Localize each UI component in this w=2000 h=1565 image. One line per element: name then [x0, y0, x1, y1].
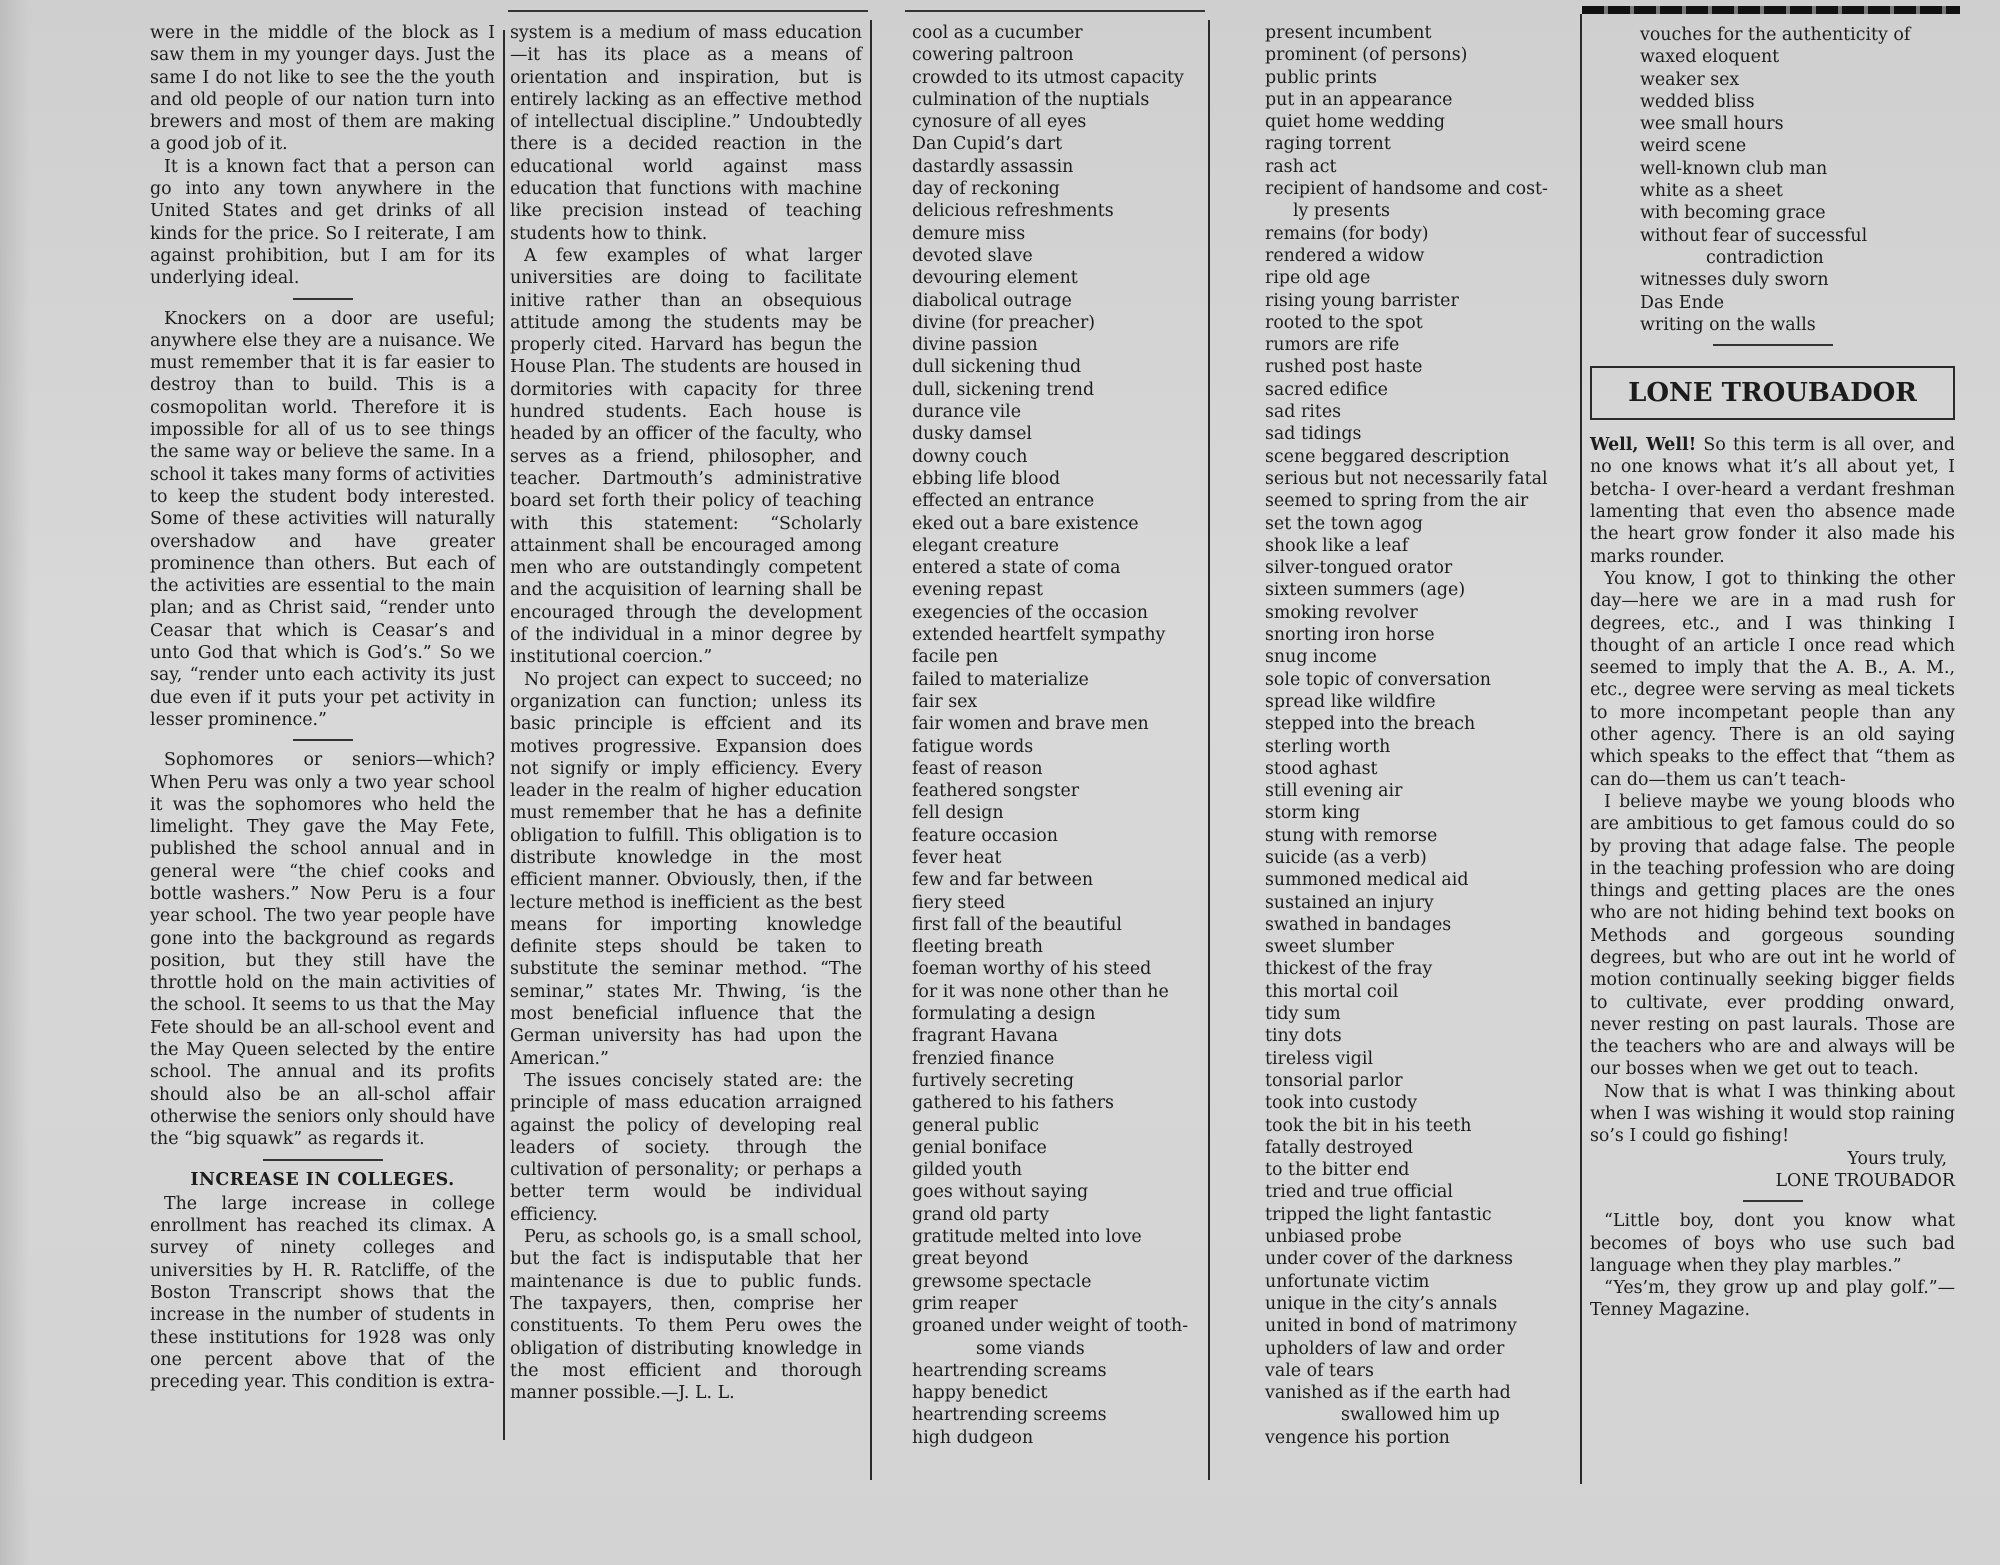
- list-item: vouches for the authenticity of: [1640, 25, 1911, 45]
- list-item: fell design: [912, 803, 1004, 824]
- section-divider: [293, 298, 353, 300]
- column-title-box: LONE TROUBADOR: [1590, 366, 1955, 420]
- list-item: great beyond: [912, 1249, 1029, 1270]
- list-item: unfortunate victim: [1265, 1271, 1430, 1292]
- list-item: first fall of the beautiful: [912, 914, 1122, 935]
- list-item: weird scene: [1640, 136, 1747, 157]
- list-item: feature occasion: [912, 825, 1058, 846]
- list-item: downy couch: [912, 446, 1028, 467]
- list-item: sole topic of conversation: [1265, 669, 1491, 690]
- list-item: gratitude melted into love: [912, 1227, 1142, 1248]
- list-item: silver-tongued orator: [1265, 558, 1453, 579]
- list-item: crowded to its utmost capacity: [912, 67, 1184, 88]
- column-rule: [503, 30, 505, 1440]
- list-item: to the bitter end: [1265, 1160, 1410, 1181]
- list-item: summoned medical aid: [1265, 870, 1469, 891]
- list-item: sustained an injury: [1265, 892, 1434, 913]
- list-item: devouring element: [912, 268, 1078, 289]
- signature: LONE TROUBADOR: [1775, 1170, 1955, 1191]
- list-item: tonsorial parlor: [1265, 1070, 1403, 1091]
- list-item: exegencies of the occasion: [912, 602, 1148, 623]
- list-item: under cover of the darkness: [1265, 1249, 1513, 1270]
- list-item: gathered to his fathers: [912, 1093, 1114, 1114]
- list-item: unique in the city’s annals: [1265, 1293, 1498, 1314]
- list-item: goes without saying: [912, 1182, 1089, 1203]
- list-item: divine passion: [912, 335, 1038, 356]
- article-paragraph: It is a known fact that a person can go into any town anywhere in the United States and get drinks of all kinds for the price. So I reiterate, I am against prohibition, but I am for its underlying ideal.: [150, 156, 495, 289]
- list-item: waxed eloquent: [1640, 47, 1780, 68]
- list-item: culmination of the nuptials: [912, 89, 1150, 110]
- article-paragraph: [1590, 434, 1955, 568]
- list-item: prominent (of persons): [1265, 45, 1468, 66]
- list-item: swallowed him up: [1341, 1405, 1500, 1426]
- list-item: united in bond of matrimony: [1265, 1316, 1517, 1337]
- list-item: shook like a leaf: [1265, 535, 1409, 556]
- joke-paragraph: “Yes’m, they grow up and play golf.”—Tenney Magazine.: [1590, 1278, 1955, 1321]
- list-item: rooted to the spot: [1265, 312, 1423, 333]
- list-item: upholders of law and order: [1265, 1338, 1505, 1359]
- column-1: [150, 22, 495, 1565]
- list-item: without fear of successful: [1640, 225, 1868, 246]
- list-item: suicide (as a verb): [1265, 847, 1427, 868]
- list-item: tireless vigil: [1265, 1048, 1374, 1069]
- article-paragraph: were in the middle of the block as I saw them in my younger days. Just the same I do not like to see the the youth and old people of our nation turn into brewers and most of them are making a good job of it.: [150, 23, 495, 155]
- list-item: took into custody: [1265, 1093, 1418, 1114]
- list-item: present incumbent: [1265, 23, 1432, 43]
- list-item: Dan Cupid’s dart: [912, 134, 1063, 155]
- list-item: happy benedict: [912, 1383, 1048, 1404]
- list-item: rash act: [1265, 156, 1337, 177]
- list-item: foeman worthy of his steed: [912, 959, 1152, 980]
- list-item: snug income: [1265, 647, 1377, 668]
- list-item: raging torrent: [1265, 134, 1391, 155]
- list-item: storm king: [1265, 803, 1361, 824]
- list-item: furtively secreting: [912, 1070, 1074, 1091]
- list-item: public prints: [1265, 67, 1377, 88]
- joke-paragraph: “Little boy, dont you know what becomes of boys who use such bad language when they play marbles.”: [1590, 1211, 1955, 1276]
- article-paragraph: system is a medium of mass education —it has its place as a means of orientation and inspiration, but is entirely lacking as an effective method of intellectual discipline.” Undoubtedly there is a decided reaction in the educational world against mass education that functions with machine like precision instead of teaching students how to think.: [510, 23, 862, 244]
- section-divider: [1743, 1200, 1803, 1202]
- list-item: elegant creature: [912, 535, 1059, 556]
- list-item: extended heartfelt sympathy: [912, 625, 1166, 646]
- list-item: sweet slumber: [1265, 937, 1394, 958]
- list-item: ebbing life blood: [912, 468, 1061, 489]
- list-item: quiet home wedding: [1265, 112, 1446, 133]
- list-item: witnesses duly sworn: [1640, 270, 1829, 291]
- column-3: [912, 22, 1212, 1565]
- list-item: formulating a design: [912, 1004, 1096, 1025]
- section-divider: [263, 1159, 383, 1161]
- list-item: facile pen: [912, 647, 999, 668]
- top-rule-column3: [905, 10, 1205, 12]
- list-item: set the town agog: [1265, 513, 1423, 534]
- article-paragraph: A few examples of what larger universities are doing to facilitate initive rather than an obsequious attitude among the students may be properly cited. Harvard has begun the House Plan. The students are housed in dormitories with capacity for three hundred students. Each house is headed by an officer of the faculty, who serves as a friend, philosopher, and teacher. Dartmouth’s administrative board set forth their policy of teaching with this statement: “Scholarly attainment shall be encouraged among men who are outstandingly competent and the acquisition of learning shall be encouraged through the development of the individual in a minor degree by institutional coercion.”: [510, 245, 862, 668]
- article-paragraph: I believe maybe we young bloods who are ambitious to get famous could do so by proving that adage false. The people in the teaching profession who are doing things and getting places are the ones who are not hiding behind text books on Methods and gorgeous sounding degrees, but who are out int he world of motion continually seeking bigger fields to cultivate, ever prodding onward, never resting on past laurals. Those are the teachers who are and always will be our bosses when we get out to teach.: [1590, 791, 1955, 1080]
- list-item: scene beggared description: [1265, 446, 1510, 467]
- list-item: durance vile: [912, 402, 1022, 423]
- list-item: grim reaper: [912, 1293, 1018, 1314]
- article-paragraph: Knockers on a door are useful; anywhere else they are a nuisance. We must remember that it is far easier to destroy than to build. This is a cosmopolitan world. Therefore it is impossible for all of us to see things the same way or believe the same. In a school it takes many forms of activities to keep the student body interested. Some of these activities will naturally overshadow and have greater prominence than others. But each of the activities are essential to the main plan; and as Christ said, “render unto Ceasar that which is Ceasar’s and unto God that which is God’s.” So we say, “render unto each activity its just due even if it puts your pet activity in lesser prominence.”: [150, 308, 495, 730]
- list-item: feathered songster: [912, 781, 1080, 802]
- list-item: cowering paltroon: [912, 45, 1074, 66]
- article-paragraph: The issues concisely stated are: the principle of mass education arraigned against the policy of developing real leaders of society. through the cultivation of personality; or perhaps a better term would be individual efficiency.: [510, 1070, 862, 1225]
- list-item: high dudgeon: [912, 1427, 1034, 1448]
- list-item: entered a state of coma: [912, 558, 1121, 579]
- list-item: delicious refreshments: [912, 201, 1114, 222]
- section-divider: [293, 739, 353, 741]
- list-item: fatally destroyed: [1265, 1137, 1414, 1158]
- list-item: dull sickening thud: [912, 357, 1082, 378]
- list-item: fragrant Havana: [912, 1026, 1058, 1047]
- page-edge-shadow: [0, 0, 30, 1565]
- list-item: with becoming grace: [1640, 203, 1826, 224]
- list-item: stood aghast: [1265, 758, 1378, 779]
- list-item: failed to materialize: [912, 669, 1089, 690]
- article-paragraph: Sophomores or seniors—which? When Peru was only a two year school it was the sophomores who held the limelight. They gave the May Fete, published the school annual and in general were “the chief cooks and bottle washers.” Now Peru is a four year school. The two year people have gone into the background as regards position, but they still have the throttle hold on the main activities of the school. It seems to us that the May Fete should be an all-school event and the May Queen selected by the entire school. The annual and its profits should also be an all-schol affair otherwise the seniors only should have the “big squawk” as regards it.: [150, 750, 495, 1150]
- list-item: fair sex: [912, 691, 978, 712]
- closing: Yours truly,: [1847, 1148, 1947, 1169]
- list-item: grewsome spectacle: [912, 1271, 1092, 1292]
- list-item: fatigue words: [912, 736, 1034, 757]
- list-item: diabolical outrage: [912, 290, 1072, 311]
- list-item: wee small hours: [1640, 114, 1784, 135]
- list-item: stung with remorse: [1265, 825, 1438, 846]
- list-item: cool as a cucumber: [912, 23, 1083, 43]
- list-item: gilded youth: [912, 1160, 1023, 1181]
- list-item: vanished as if the earth had: [1265, 1383, 1511, 1404]
- list-item: rising young barrister: [1265, 290, 1459, 311]
- list-item: grand old party: [912, 1204, 1049, 1225]
- list-item: demure miss: [912, 223, 1026, 244]
- list-item: tried and true official: [1265, 1182, 1453, 1203]
- article-paragraph: The large increase in college enrollment has reached its climax. A survey of ninety colleges and universities by H. R. Ratcliffe, of the Boston Transcript shows that the increase in the number of students in these institutions for 1928 was only one percent above that of the preceding year. This condition is extra-: [150, 1193, 495, 1393]
- list-item: contradiction: [1706, 247, 1824, 268]
- column-rule: [870, 20, 872, 1480]
- list-item: heartrending screams: [912, 1360, 1107, 1381]
- list-item: took the bit in his teeth: [1265, 1115, 1472, 1136]
- list-item: general public: [912, 1115, 1040, 1136]
- column-5: [1590, 24, 1955, 1565]
- list-item: still evening air: [1265, 781, 1403, 802]
- column-2: [510, 22, 862, 1565]
- list-item: ripe old age: [1265, 268, 1371, 289]
- list-item: dull, sickening trend: [912, 379, 1095, 400]
- list-item: sterling worth: [1265, 736, 1391, 757]
- list-item: tripped the light fantastic: [1265, 1204, 1492, 1225]
- list-item: genial boniface: [912, 1137, 1047, 1158]
- list-item: stepped into the breach: [1265, 714, 1476, 735]
- list-item: sacred edifice: [1265, 379, 1388, 400]
- list-item: tiny dots: [1265, 1026, 1342, 1047]
- list-item: some viands: [976, 1338, 1085, 1359]
- list-item: Das Ende: [1640, 292, 1725, 313]
- list-item: groaned under weight of tooth-: [912, 1316, 1189, 1337]
- list-item: fever heat: [912, 847, 1002, 868]
- phrase-list: [912, 22, 1212, 1449]
- list-item: sad tidings: [1265, 424, 1362, 445]
- list-item: smoking revolver: [1265, 602, 1418, 623]
- list-item: for it was none other than he: [912, 981, 1169, 1002]
- list-item: eked out a bare existence: [912, 513, 1139, 534]
- top-rule-column2: [508, 10, 868, 12]
- list-item: unbiased probe: [1265, 1227, 1402, 1248]
- list-item: sad rites: [1265, 402, 1342, 423]
- list-item: rendered a widow: [1265, 245, 1425, 266]
- list-item: swathed in bandages: [1265, 914, 1452, 935]
- list-item: spread like wildfire: [1265, 691, 1436, 712]
- list-item: frenzied finance: [912, 1048, 1055, 1069]
- list-item: snorting iron horse: [1265, 625, 1435, 646]
- list-item: evening repast: [912, 580, 1044, 601]
- list-item: day of reckoning: [912, 179, 1060, 200]
- list-item: remains (for body): [1265, 223, 1429, 244]
- list-item: fair women and brave men: [912, 714, 1149, 735]
- list-item: put in an appearance: [1265, 89, 1453, 110]
- masthead-fragment: [1582, 6, 1960, 14]
- list-item: vale of tears: [1265, 1360, 1374, 1381]
- list-item: serious but not necessarily fatal: [1265, 468, 1548, 489]
- list-item: weaker sex: [1640, 69, 1740, 90]
- list-item: divine (for preacher): [912, 312, 1096, 333]
- list-item: recipient of handsome and cost-: [1265, 179, 1548, 200]
- list-item: devoted slave: [912, 245, 1033, 266]
- list-item: heartrending screems: [912, 1405, 1107, 1426]
- list-item: rushed post haste: [1265, 357, 1423, 378]
- list-item: white as a sheet: [1640, 181, 1783, 202]
- article-paragraph: No project can expect to succeed; no organization can function; unless its basic principle is effcient and its motives progressive. Expansion does not signify or imply efficiency. Every leader in the realm of higher education must remember that he has a definite obligation to fulfill. This obligation is to distribute knowledge in the most efficient manner. Obviously, then, if the lecture method is inefficient as the best means for importing knowledge definite steps should be taken to substitute the seminar method. “The seminar,” states Mr. Thwing, ‘is the most beneficial influence that the German university has had upon the American.”: [510, 669, 862, 1069]
- list-item: tidy sum: [1265, 1004, 1341, 1025]
- list-item: dusky damsel: [912, 424, 1032, 445]
- list-item: vengence his portion: [1265, 1427, 1450, 1448]
- column-rule: [1580, 14, 1582, 1484]
- column-4: [1265, 22, 1595, 1565]
- article-paragraph: Peru, as schools go, is a small school, but the fact is indisputable that her maintenance is due to public funds. The taxpayers, then, comprise her constituents. To them Peru owes the obligation of distributing knowledge in the most efficient and thorough manner possible.—J. L. L.: [510, 1227, 862, 1404]
- section-divider: [1713, 344, 1833, 346]
- article-paragraph: Now that is what I was thinking about when I was wishing it would stop raining so’s I could go fishing!: [1590, 1081, 1955, 1147]
- phrase-list: [1265, 22, 1595, 1449]
- list-item: fiery steed: [912, 892, 1006, 913]
- lead-in: Well, Well!: [1590, 435, 1697, 456]
- list-item: effected an entrance: [912, 491, 1095, 512]
- list-item: cynosure of all eyes: [912, 112, 1087, 133]
- list-item: wedded bliss: [1640, 91, 1755, 112]
- list-item: ly presents: [1293, 201, 1390, 222]
- list-item: feast of reason: [912, 758, 1043, 779]
- list-item: dastardly assassin: [912, 156, 1074, 177]
- list-item: thickest of the fray: [1265, 959, 1433, 980]
- list-item: seemed to spring from the air: [1265, 491, 1529, 512]
- list-item: fleeting breath: [912, 937, 1043, 958]
- list-item: well-known club man: [1640, 158, 1828, 179]
- list-item: sixteen summers (age): [1265, 580, 1466, 601]
- article-paragraph: You know, I got to thinking the other day—here we are in a mad rush for degrees, etc., and I was thinking I thought of an article I once read which seemed to imply that the A. B., A. M., etc., degree were serving as meal tickets to more incompetant people than any other agency. There is an old saying which speaks to the effect that “them as can do—them us can’t teach-: [1590, 568, 1955, 790]
- list-item: rumors are rife: [1265, 335, 1400, 356]
- article-heading: INCREASE IN COLLEGES.: [190, 1169, 455, 1190]
- column-rule: [1208, 20, 1210, 1480]
- list-item: this mortal coil: [1265, 981, 1399, 1002]
- list-item: writing on the walls: [1640, 314, 1816, 335]
- list-item: few and far between: [912, 870, 1094, 891]
- phrase-list: [1590, 24, 1955, 336]
- paragraph-text: So this term is all over, and no one knows what it’s all about yet, I betcha- I over-heard a verdant freshman lamenting that even tho absence made the heart grow fonder it also made his marks rounder.: [1590, 435, 1955, 567]
